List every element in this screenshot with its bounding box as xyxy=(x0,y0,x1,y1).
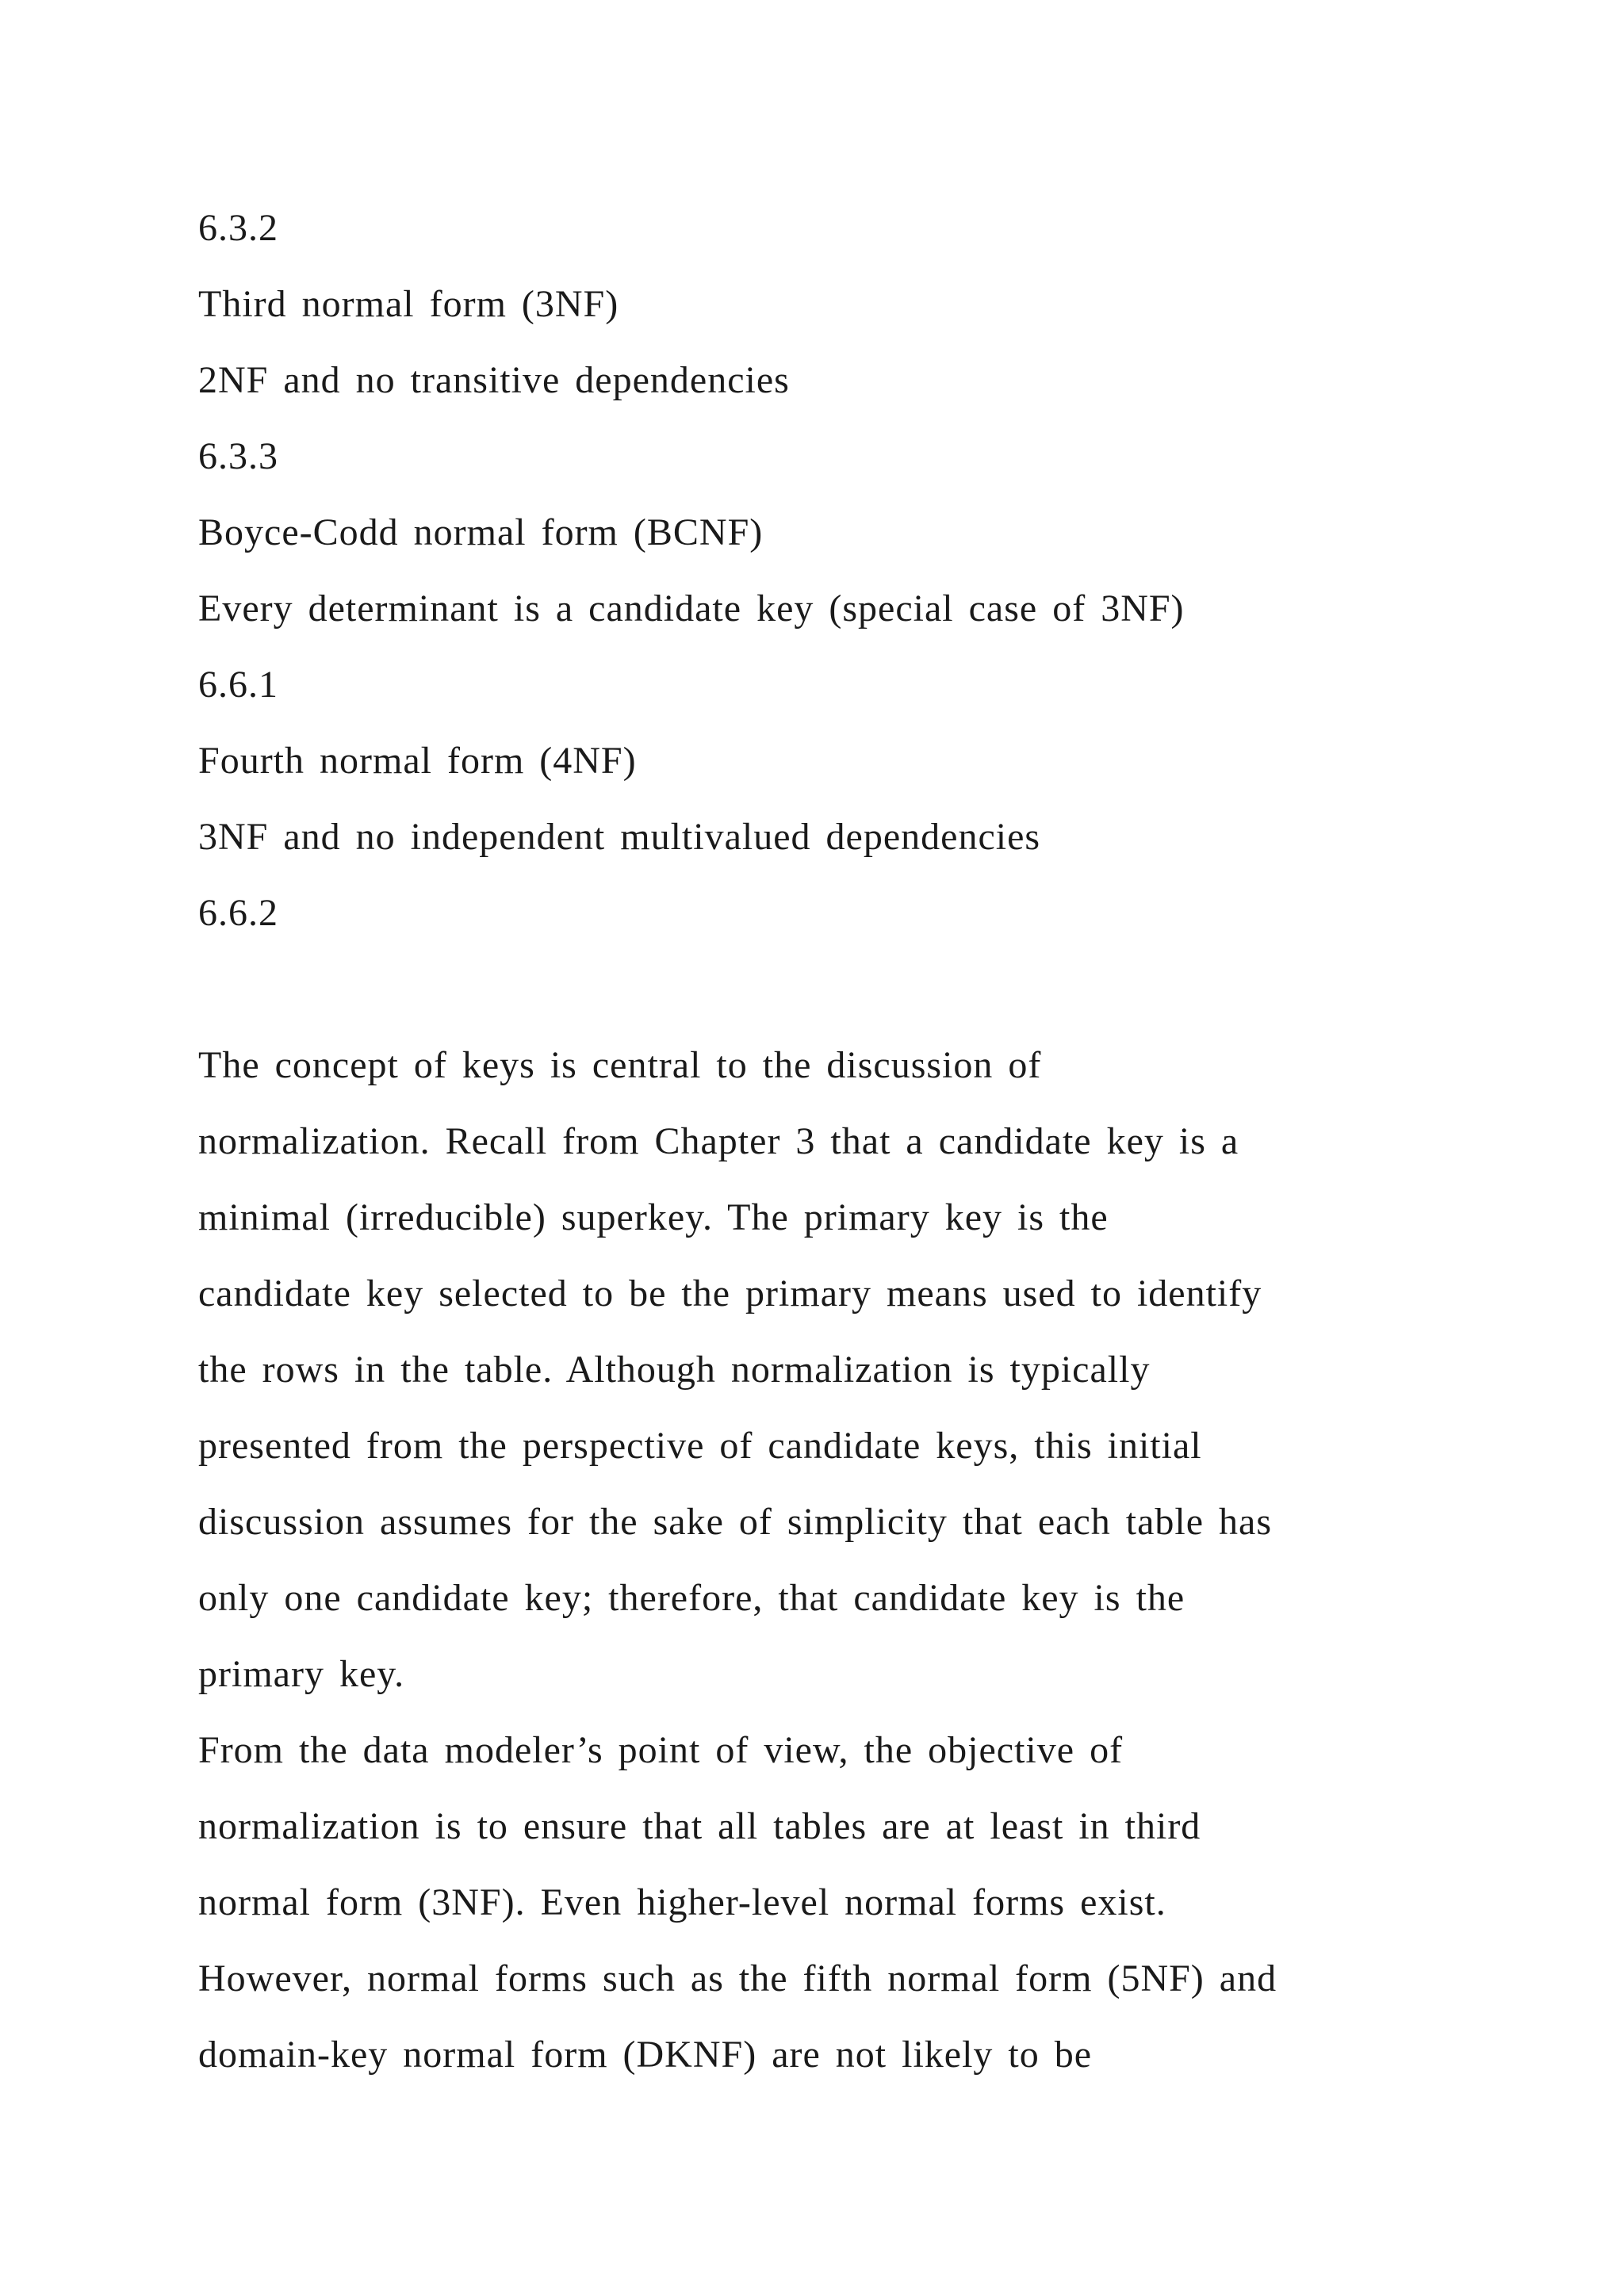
body-line: However, normal forms such as the fifth normal form (5NF) and xyxy=(198,1957,1277,1999)
body-text xyxy=(198,1027,1467,2093)
body-line: domain-key normal form (DKNF) are not likely to be xyxy=(198,2034,1093,2076)
body-line: normal form (3NF). Even higher-level normal forms exist. xyxy=(198,1881,1166,1923)
normal-form-name: Third normal form (3NF) xyxy=(198,283,619,325)
body-line: only one candidate key; therefore, that candidate key is the xyxy=(198,1577,1185,1619)
body-line: the rows in the table. Although normalization is typically xyxy=(198,1349,1151,1391)
section-number: 6.3.3 xyxy=(198,435,278,477)
normal-form-name: Boyce-Codd normal form (BCNF) xyxy=(198,511,764,553)
body-line: normalization is to ensure that all tables are at least in third xyxy=(198,1805,1201,1847)
normal-forms-list xyxy=(198,190,1467,951)
body-line: The concept of keys is central to the discussion of xyxy=(198,1044,1042,1086)
body-line: primary key. xyxy=(198,1653,405,1695)
body-line: minimal (irreducible) superkey. The primary key is the xyxy=(198,1196,1109,1238)
normal-form-description: 3NF and no independent multivalued dependencies xyxy=(198,816,1041,858)
section-number: 6.6.2 xyxy=(198,892,278,934)
body-line: candidate key selected to be the primary means used to identify xyxy=(198,1272,1262,1314)
section-number: 6.3.2 xyxy=(198,207,278,249)
body-line: normalization. Recall from Chapter 3 that a candidate key is a xyxy=(198,1120,1239,1162)
normal-form-description: Every determinant is a candidate key (special case of 3NF) xyxy=(198,587,1185,629)
normal-form-name: Fourth normal form (4NF) xyxy=(198,740,637,782)
normal-form-description: 2NF and no transitive dependencies xyxy=(198,359,790,401)
paragraph-gap xyxy=(198,951,1467,1027)
document-page xyxy=(198,190,1467,2093)
body-line: discussion assumes for the sake of simplicity that each table has xyxy=(198,1501,1273,1543)
body-line: From the data modeler’s point of view, the objective of xyxy=(198,1729,1124,1771)
body-line: presented from the perspective of candidate keys, this initial xyxy=(198,1425,1202,1467)
section-number: 6.6.1 xyxy=(198,664,278,706)
